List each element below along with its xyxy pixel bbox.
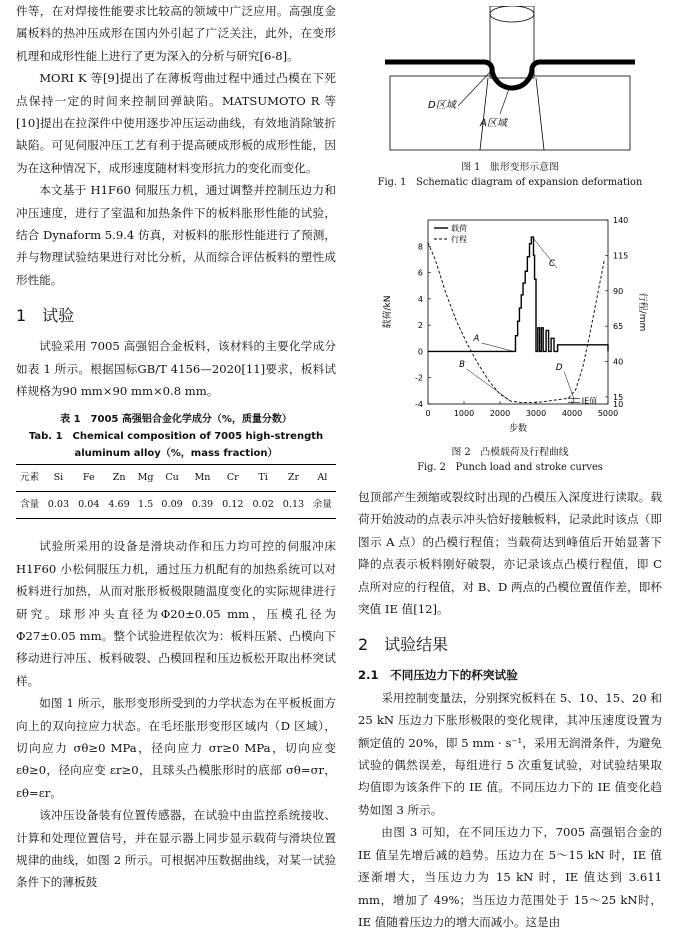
figure-2-chart bbox=[372, 206, 652, 442]
punch-top bbox=[490, 6, 534, 22]
table-1-caption-cn: 表 1 7005 高强铝合金化学成分（%，质量分数） bbox=[60, 413, 292, 425]
table-cell: 0.02 bbox=[248, 491, 278, 518]
this-paper-paragraph: 本文基于 H1F60 伺服压力机，通过调整并控制压边力和冲压速度，进行了室温和加热条件下的板料胀形性能的试验，结合 Dynaform 5.9.4 仿真，对板料的胀形性能进行了预测，并与物理试验结果进行对比分析，从而综合评估板料的塑性成形性能。 bbox=[16, 183, 336, 287]
y-tick-label: 0 bbox=[417, 347, 423, 357]
figure-1-caption-en: Fig. 1 Schematic diagram of expansion deformation bbox=[377, 177, 643, 188]
fig1-description-paragraph: 如图 1 所示，胀形变形所受到的力学状态为在平板板面方向上的双向拉应力状态。在毛坯胀形变形区域内（D 区域），切向应力 σθ≥0 MPa，径向应力 σr≥0 MPa，切向应变 εθ≥0，径向应变 εr≥0，且球头凸模胀形时的底部 σθ=σr，εθ=εr。 bbox=[16, 696, 336, 800]
intro-tail-paragraph: 件等，在对焊接性能要求比较高的领域中广泛应用。高强度金属板料的热冲压成形在国内外引起了广泛关注，此外，在变形机理和成形性能上进行了更为深入的分析与研究[6-8]。 bbox=[16, 4, 336, 63]
ie-label: IE值 bbox=[581, 396, 598, 406]
y2-tick-label: 90 bbox=[613, 286, 624, 296]
figure-1-schematic bbox=[380, 6, 640, 156]
point-label-b: B bbox=[459, 360, 465, 371]
table-cell: 含量 bbox=[16, 491, 43, 518]
table-cell: 0.39 bbox=[187, 491, 217, 518]
y2-tick-label: 40 bbox=[613, 357, 624, 367]
table-1-header-row bbox=[16, 464, 336, 491]
material-paragraph: 试验采用 7005 高强铝合金板料，该材料的主要化学成分如表 1 所示。根据国标GB/T 4156—2020[11]要求，板料试样规格为90 mm×90 mm×0.8 mm。 bbox=[16, 339, 336, 399]
table-cell: Cu bbox=[157, 464, 187, 491]
continue-paragraph: 包顶部产生颈缩或裂纹时出现的凸模压入深度进行读取。载荷开始波动的点表示冲头恰好接触板料，记录此时该点（即图示 A 点）的凸模行程值；当载荷达到峰值后开始显著下降的点表示板料刚好破裂，亦记录该点凸模行程值，即 C 点所对应的行程值，对 B、D 两点的凸模位置值作差，即杯突值 IE 值[12]。 bbox=[358, 490, 662, 617]
y-tick-label: -4 bbox=[415, 400, 423, 409]
y-tick-label: 6 bbox=[417, 268, 423, 278]
table-cell: Ti bbox=[248, 464, 278, 491]
table-cell: 0.13 bbox=[278, 491, 308, 518]
table-1-caption-en-2: aluminum alloy（%，mass fraction） bbox=[74, 447, 278, 459]
x-tick-label: 0 bbox=[425, 409, 431, 418]
load-series-line bbox=[428, 237, 608, 351]
table-cell: 0.12 bbox=[218, 491, 248, 518]
section-2-1-paragraph-a: 采用控制变量法，分别探究板料在 5、10、15、20 和 25 kN 压边力下胀形极限的变化规律，其冲压速度设置为额定值的 20%，即 5 mm · s⁻¹，采用无润滑条件，为避免试验的偶然误差，每组进行 5 次重复试验，对试验结果取均值即为该条件下的 IE 值。不同压边力下的 IE 值变化趋势如图 3 所示。 bbox=[358, 690, 662, 817]
x-tick-label: 5000 bbox=[597, 409, 619, 418]
y-axis-label: 载荷/kN bbox=[383, 295, 393, 329]
figure-1-caption-cn: 图 1 胀形变形示意图 bbox=[461, 162, 559, 173]
table-cell: 0.03 bbox=[43, 491, 73, 518]
a-zone-leader bbox=[500, 86, 510, 114]
table-cell: Mg bbox=[134, 464, 157, 491]
x-tick-label: 4000 bbox=[561, 409, 583, 418]
y2-tick-label: 10 bbox=[613, 400, 624, 409]
section-2-1-paragraph-b: 由图 3 可知，在不同压边力下，7005 高强铝合金的 IE 值呈先增后减的趋势。压边力在 5～15 kN 时，IE 值逐渐增大，当压边力为 15 kN 时，IE 值达到 3.611 mm，增加了 49%；当压边力范围处于 15～25 kN时，IE 值随着压边力的增大而减小。这是由 bbox=[358, 825, 662, 929]
x-axis-label: 步数 bbox=[508, 424, 528, 434]
right-column bbox=[358, 486, 662, 933]
y2-axis-label: 行程/mm bbox=[637, 292, 647, 332]
figure-2-caption bbox=[358, 445, 662, 475]
x-tick-label: 1000 bbox=[453, 409, 475, 418]
table-cell: Fe bbox=[74, 464, 104, 491]
d-zone-label: D区域 bbox=[428, 100, 456, 111]
sensor-paragraph: 该冲压设备装有位置传感器，在试验中由监控系统接收、计算和处理位置信号，并在显示器上同步显示载荷与滑块位置规律的曲线，如图 2 所示。可根据冲压数据曲线，对某一试验条件下的薄板鼓 bbox=[16, 808, 336, 890]
section-2-1-heading: 2.1 不同压边力下的杯突试验 bbox=[358, 668, 518, 683]
table-1 bbox=[16, 464, 336, 520]
figure-2-caption-en: Fig. 2 Punch load and stroke curves bbox=[417, 462, 603, 473]
table-cell: Zr bbox=[278, 464, 308, 491]
table-cell: 4.69 bbox=[104, 491, 134, 518]
y2-tick-label: 65 bbox=[613, 322, 624, 332]
table-cell: Si bbox=[43, 464, 73, 491]
table-cell: 余量 bbox=[309, 491, 336, 518]
point-label-c: C bbox=[549, 259, 555, 269]
figure-2-caption-cn: 图 2 凸模载荷及行程曲线 bbox=[451, 447, 569, 458]
table-cell: Mn bbox=[187, 464, 217, 491]
section-2-heading: 2 试验结果 bbox=[358, 635, 449, 655]
section-1-heading: 1 试验 bbox=[16, 306, 75, 326]
table-1-data-row bbox=[16, 491, 336, 518]
figure-1-caption bbox=[358, 160, 662, 190]
legend-load-label: 载荷 bbox=[451, 224, 467, 233]
point-label-d: D bbox=[555, 362, 563, 373]
mori-paragraph: MORI K 等[9]提出了在薄板弯曲过程中通过凸模在下死点保持一定的时间来控制回弹缺陷。MATSUMOTO R 等[10]提出在拉深件中使用逐步冲压运动曲线，有效地消除皱折缺陷。可见伺服冲压工艺有利于提高硬成形板的成形性能，因为在这种情况下，成形速度随材料变形抗力的变化而变化。 bbox=[16, 71, 336, 175]
point-label-a: A bbox=[473, 333, 480, 344]
x-tick-label: 3000 bbox=[525, 409, 547, 418]
y-tick-label: 4 bbox=[417, 294, 423, 304]
table-1-caption bbox=[16, 411, 336, 462]
stroke-series-line bbox=[428, 243, 604, 406]
table-cell: 0.04 bbox=[74, 491, 104, 518]
table-cell: Al bbox=[309, 464, 336, 491]
y-tick-label: 8 bbox=[417, 242, 423, 252]
equipment-paragraph: 试验所采用的设备是滑块动作和压力均可控的伺服冲床 H1F60 小松伺服压力机，通过压力机配有的加热系统可以对板料进行加热，从而对胀形板极限随温度变化的实际规律进行研究。球形冲头直径为Φ20±0.05 mm，压模孔径为 Φ27±0.05 mm。整个试验进程依次为：板料压紧、凸模向下移动进行冲压、板料破裂、凸模回程和压边板松开取出杯突试样。 bbox=[16, 539, 336, 688]
table-1-caption-en-1: Tab. 1 Chemical composition of 7005 high-strength bbox=[28, 430, 324, 442]
y-tick-label: 2 bbox=[417, 321, 423, 331]
ie-bracket bbox=[568, 398, 580, 402]
y2-tick-label: 115 bbox=[613, 251, 629, 261]
table-cell: 0.09 bbox=[157, 491, 187, 518]
table-cell: 元素 bbox=[16, 464, 43, 491]
point-leader bbox=[467, 369, 511, 401]
left-column bbox=[16, 0, 336, 894]
table-cell: Cr bbox=[218, 464, 248, 491]
a-zone-label: A区域 bbox=[480, 118, 507, 129]
point-leader bbox=[481, 343, 513, 352]
plot-frame bbox=[428, 220, 608, 404]
x-tick-label: 2000 bbox=[489, 409, 511, 418]
y-tick-label: -2 bbox=[415, 373, 423, 383]
y2-tick-label: 140 bbox=[613, 216, 629, 225]
y2-tick-label: 15 bbox=[613, 392, 624, 402]
legend-stroke-label: 行程 bbox=[451, 235, 467, 244]
table-cell: 1.5 bbox=[134, 491, 157, 518]
table-cell: Zn bbox=[104, 464, 134, 491]
